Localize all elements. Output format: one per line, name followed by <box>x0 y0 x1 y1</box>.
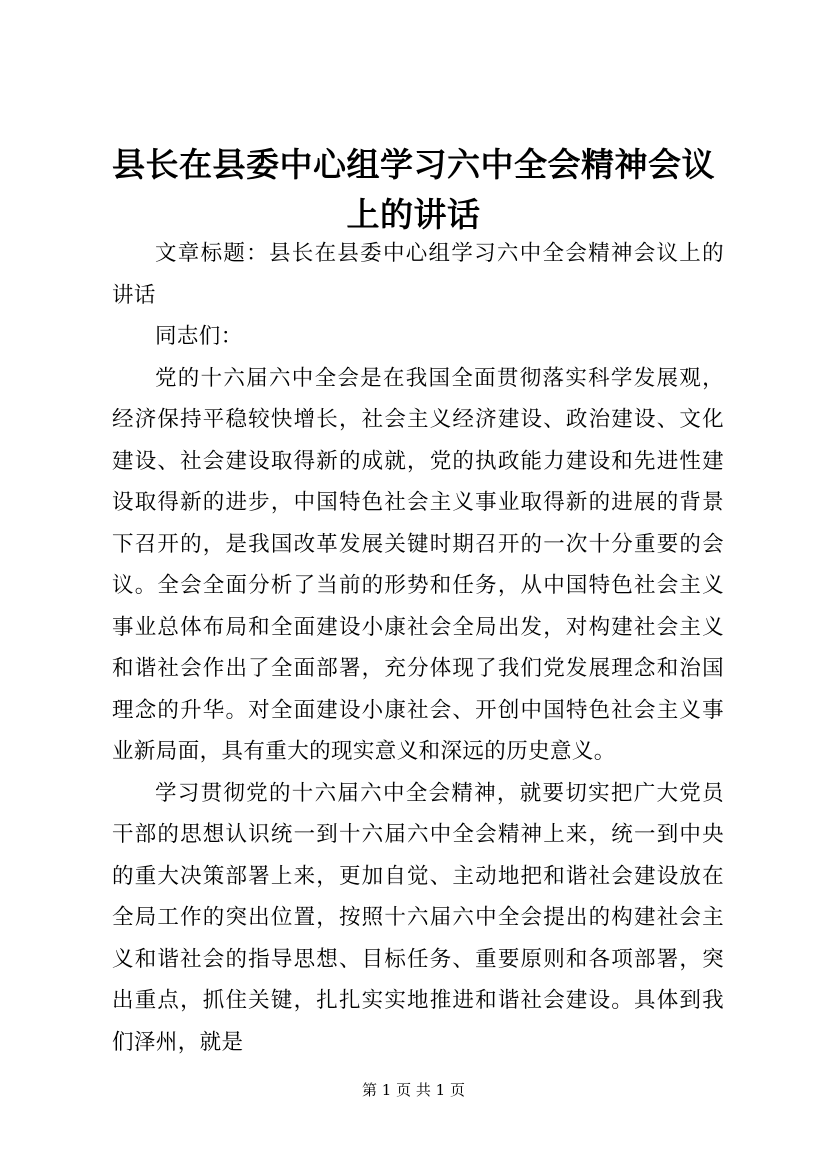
paragraph-article-title: 文章标题：县长在县委中心组学习六中全会精神会议上的讲话 <box>112 241 724 308</box>
document-title: 县长在县委中心组学习六中全会精神会议上的讲话 <box>112 145 715 234</box>
paragraph-salutation: 同志们： <box>155 324 243 349</box>
page-footer: 第 1 页 共 1 页 <box>362 1081 465 1099</box>
paragraph-body: 党的十六届六中全会是在我国全面贯彻落实科学发展观，经济保持平稳较快增长，社会主义经济建设、政治建设、文化建设、社会建设取得新的成就，党的执政能力建设和先进性建设取得新的进步，中国特色社会主义事业取得新的进展的背景下召开的，是我国改革发展关键时期召开的一次十分重要的会议。全会全面分析了当前的形势和任务，从中国特色社会主义事业总体布局和全面建设小康社会全局出发，对构建社会主义和谐社会作出了全面部署，充分体现了我们党发展理念和治国理念的升华。对全面建设小康社会、开创中国特色社会主义事业新局面，具有重大的现实意义和深远的历史意义。 <box>112 365 724 764</box>
paragraph-body: 学习贯彻党的十六届六中全会精神，就要切实把广大党员干部的思想认识统一到十六届六中全会精神上来，统一到中央的重大决策部署上来，更加自觉、主动地把和谐社会建设放在全局工作的突出位置，按照十六届六中全会提出的构建社会主义和谐社会的指导思想、目标任务、重要原则和各项部署，突出重点，抓住关键，扎扎实实地推进和谐社会建设。具体到我们泽州，就是 <box>112 780 724 1055</box>
document-body <box>112 233 724 1063</box>
